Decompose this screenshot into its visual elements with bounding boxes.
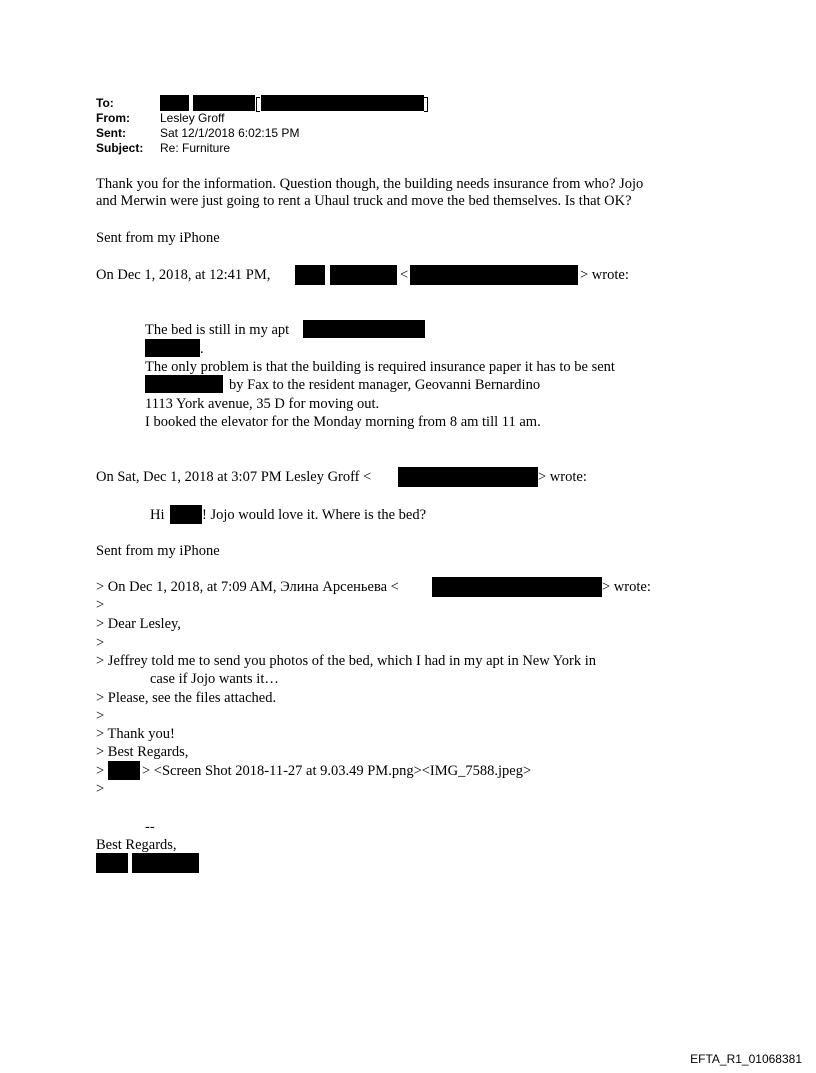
quote1-on-line: On Dec 1, 2018, at 12:41 PM, <box>96 267 271 283</box>
sent-from-iphone-1: Sent from my iPhone <box>96 230 220 246</box>
quote1-lt: < <box>400 267 409 283</box>
redaction-quote2-email <box>398 467 538 487</box>
redaction-q1-fax <box>145 375 223 393</box>
redaction-q1-address-2 <box>145 339 200 357</box>
redaction-q1-address-1 <box>303 320 425 338</box>
quote2-wrote: > wrote: <box>538 469 587 485</box>
q3-attach-gt: > <box>96 763 105 779</box>
redaction-quote1-email <box>410 265 578 285</box>
redaction-q3-email <box>432 577 602 597</box>
redaction-signature-name-2 <box>132 853 199 873</box>
sent-value: Sat 12/1/2018 6:02:15 PM <box>160 126 300 140</box>
q1-line-6: I booked the elevator for the Monday morning from 8 am till 11 am. <box>145 414 541 430</box>
redaction-to-name-2 <box>193 95 255 111</box>
q1-line-2: . <box>200 341 204 357</box>
sent-from-iphone-2: Sent from my iPhone <box>96 543 220 559</box>
document-id: EFTA_R1_01068381 <box>690 1052 802 1066</box>
q1-line-4: by Fax to the resident manager, Geovanni Bernardino <box>229 377 541 393</box>
quote1-wrote: > wrote: <box>580 267 629 283</box>
bracket-open <box>256 97 260 112</box>
q3-jeffrey-2: case if Jojo wants it… <box>150 671 279 687</box>
q3-gt-4: > <box>96 781 105 797</box>
q3-gt-2: > <box>96 635 105 651</box>
q3-jeffrey-1: > Jeffrey told me to send you photos of the bed, which I had in my apt in New York in <box>96 653 597 669</box>
q3-regards: > Best Regards, <box>96 744 189 760</box>
from-value: Lesley Groff <box>160 111 225 125</box>
subject-label: Subject: <box>96 141 144 155</box>
q2-message: ! Jojo would love it. Where is the bed? <box>202 507 427 523</box>
q3-please: > Please, see the files attached. <box>96 690 277 706</box>
q3-thanks: > Thank you! <box>96 726 175 742</box>
signature-regards: Best Regards, <box>96 837 177 853</box>
quote2-on-line: On Sat, Dec 1, 2018 at 3:07 PM Lesley Groff < <box>96 469 372 485</box>
redaction-q3-signature <box>108 761 140 780</box>
q1-line-1: The bed is still in my apt <box>145 322 290 338</box>
q3-wrote: > wrote: <box>602 579 651 595</box>
sent-label: Sent: <box>96 126 126 140</box>
reply-line-2: and Merwin were just going to rent a Uhaul truck and move the bed themselves. Is that OK? <box>96 193 632 209</box>
redaction-quote1-name-1 <box>295 265 325 285</box>
q3-dear: > Dear Lesley, <box>96 616 181 632</box>
redaction-to-name-1 <box>160 95 189 111</box>
redaction-quote1-name-2 <box>330 265 397 285</box>
subject-value: Re: Furniture <box>160 141 231 155</box>
redaction-signature-name-1 <box>96 853 128 873</box>
bracket-close <box>424 97 428 112</box>
q3-gt-1: > <box>96 597 105 613</box>
redaction-q2-name <box>170 505 202 524</box>
q1-line-3: The only problem is that the building is required insurance paper it has to be sent <box>145 359 615 375</box>
from-label: From: <box>96 111 130 125</box>
signature-dash: -- <box>145 819 155 835</box>
q1-line-5: 1113 York avenue, 35 D for moving out. <box>145 396 380 412</box>
q3-attachments: > <Screen Shot 2018-11-27 at 9.03.49 PM.png><IMG_7588.jpeg> <box>142 763 532 779</box>
q3-on-line: > On Dec 1, 2018, at 7:09 AM, Элина Арсеньева < <box>96 579 399 595</box>
redaction-to-email <box>261 95 424 111</box>
reply-line-1: Thank you for the information. Question though, the building needs insurance from who? Jojo <box>96 176 644 192</box>
q2-hi: Hi <box>150 507 165 523</box>
to-label: To: <box>96 96 114 110</box>
q3-gt-3: > <box>96 708 105 724</box>
